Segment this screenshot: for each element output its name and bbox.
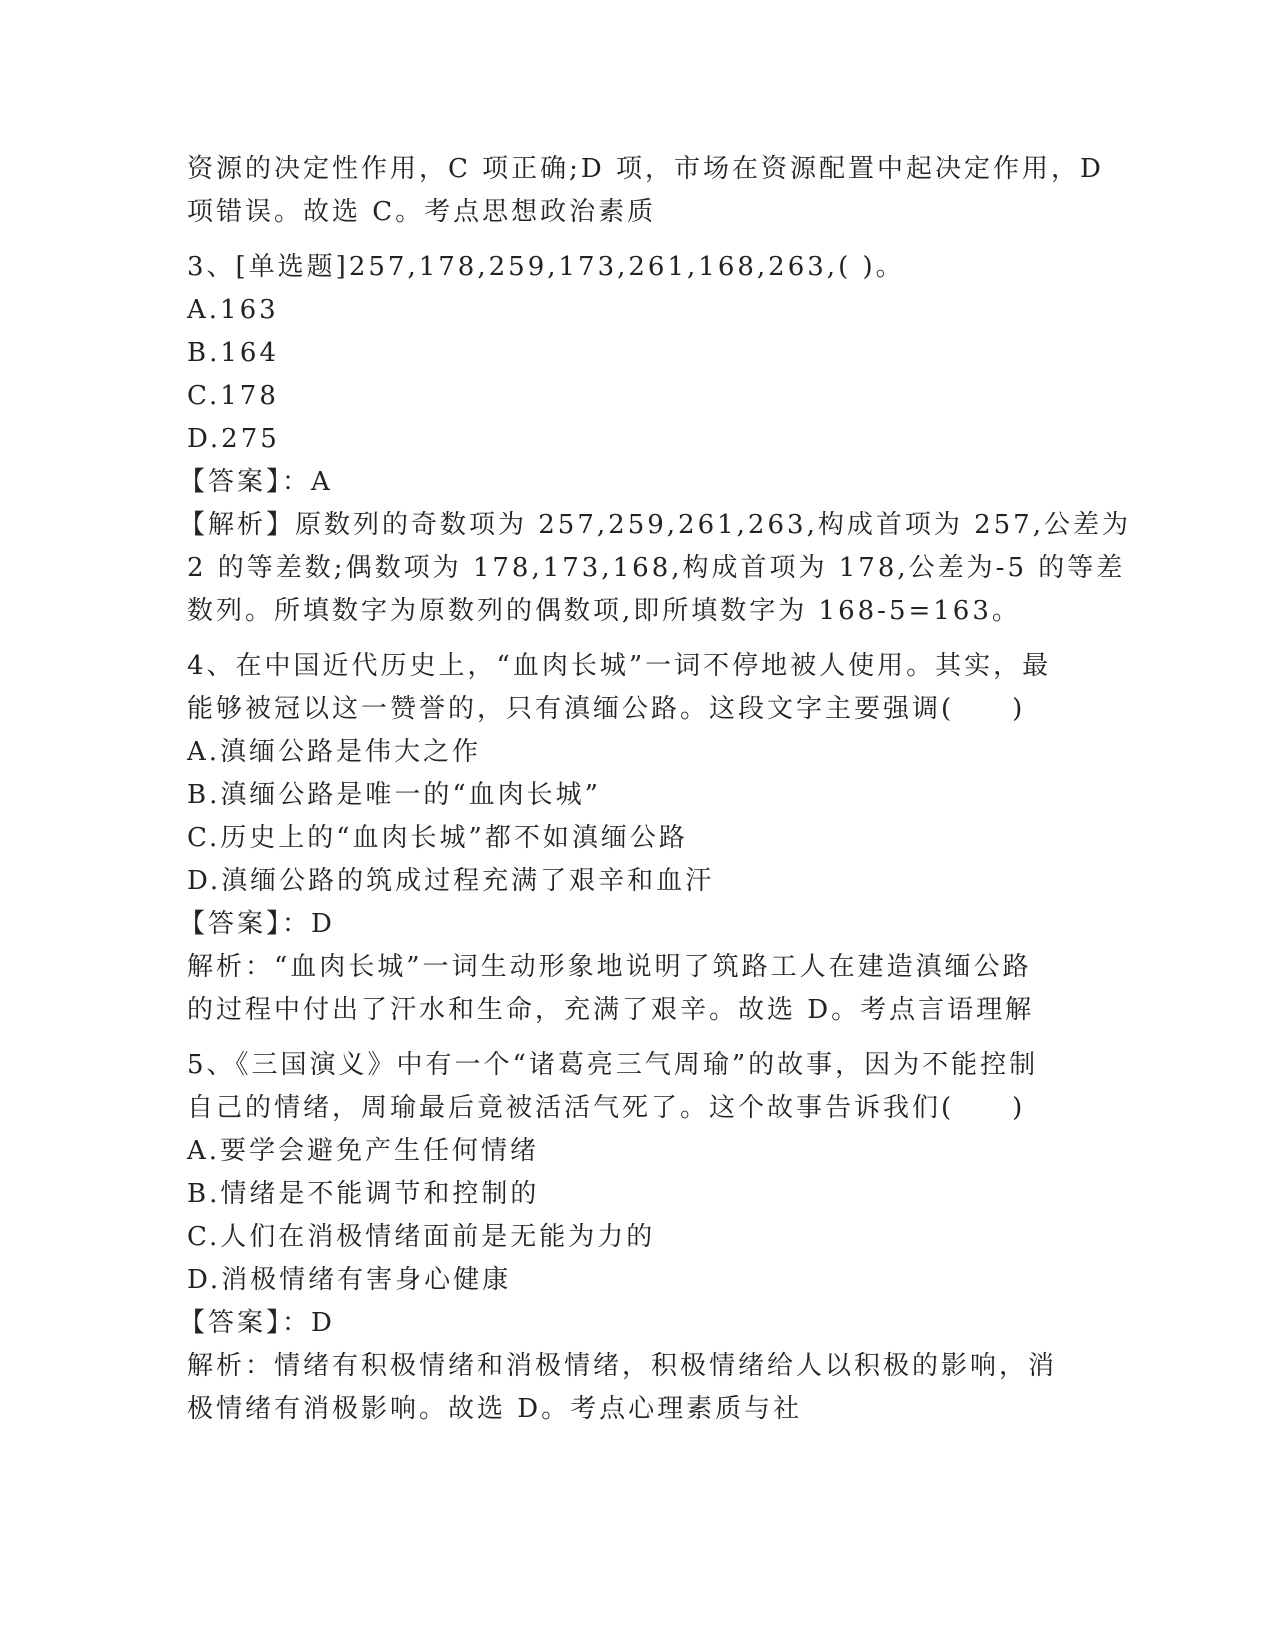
option-a: A.滇缅公路是伟大之作 [187,737,482,767]
option-c: C.178 [187,381,279,411]
question-3 [179,246,1131,633]
question-stem: 3、[单选题]257,178,259,173,261,168,263,( )。 [187,252,905,282]
question-stem: 能够被冠以这一赞誉的，只有滇缅公路。这段文字主要强调( ) [187,694,1026,724]
question-stem: 4、在中国近代历史上，“血肉长城”一词不停地被人使用。其实，最 [187,651,1052,681]
question-stem: 自己的情绪，周瑜最后竟被活活气死了。这个故事告诉我们( ) [187,1093,1026,1123]
option-a: A.要学会避免产生任何情绪 [187,1136,540,1166]
question-4 [179,645,1087,1032]
option-a: A.163 [187,295,279,325]
option-b: B.情绪是不能调节和控制的 [187,1179,540,1209]
analysis-line: 资源的决定性作用，C 项正确;D 项，市场在资源配置中起决定作用，D [187,154,1104,184]
analysis-line: 解析：“血肉长城”一词生动形象地说明了筑路工人在建造滇缅公路 [187,952,1032,982]
option-b: B.164 [187,338,279,368]
answer-label: 【答案】：D [179,1308,335,1338]
analysis-line: 数列。所填数字为原数列的偶数项,即所填数字为 168-5=163。 [187,596,1021,626]
option-c: C.人们在消极情绪面前是无能为力的 [187,1222,656,1252]
spacer [187,234,1087,246]
option-d: D.滇缅公路的筑成过程充满了艰辛和血汗 [187,866,715,896]
previous-analysis-tail [187,148,1104,234]
spacer [187,1032,1087,1044]
answer-label: 【答案】：A [179,467,333,497]
answer-label: 【答案】：D [179,909,335,939]
option-c: C.历史上的“血肉长城”都不如滇缅公路 [187,823,688,853]
option-b: B.滇缅公路是唯一的“血肉长城” [187,780,601,810]
spacer [187,633,1087,645]
option-d: D.消极情绪有害身心健康 [187,1265,512,1295]
option-d: D.275 [187,424,280,454]
analysis-line: 项错误。故选 C。考点思想政治素质 [187,197,657,227]
analysis-line: 【解析】原数列的奇数项为 257,259,261,263,构成首项为 257,公差为 [179,510,1131,540]
analysis-line: 2 的等差数;偶数项为 178,173,168,构成首项为 178,公差为-5 的等差 [187,553,1126,583]
question-5 [179,1044,1087,1431]
analysis-line: 解析：情绪有积极情绪和消极情绪，积极情绪给人以积极的影响，消 [187,1351,1058,1381]
question-stem: 5、《三国演义》中有一个“诸葛亮三气周瑜”的故事，因为不能控制 [187,1050,1039,1080]
page-content [179,148,1131,1431]
analysis-line: 极情绪有消极影响。故选 D。考点心理素质与社 [187,1394,803,1424]
analysis-line: 的过程中付出了汗水和生命，充满了艰辛。故选 D。考点言语理解 [187,995,1035,1025]
